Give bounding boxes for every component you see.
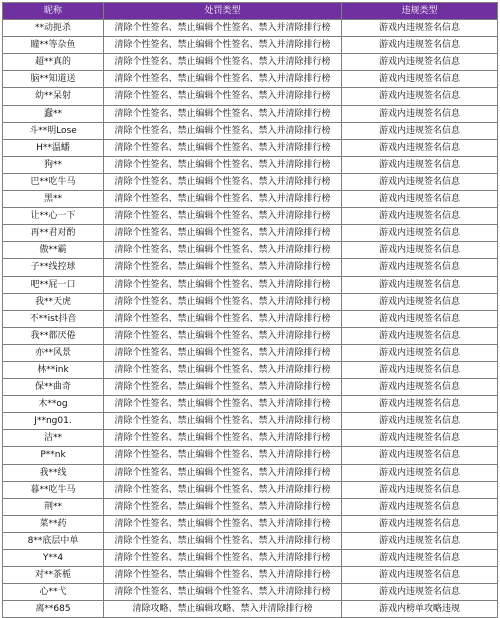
table-row [3, 465, 498, 482]
cell-punishment-type: 清除个性签名、禁止编辑个性签名、禁入并清除排行榜 [104, 174, 342, 190]
cell-violation-type: 游戏内违规签名信息 [342, 174, 498, 190]
table-row [3, 174, 498, 191]
cell-nickname: 蠢** [3, 106, 104, 122]
cell-nickname: 洁** [3, 430, 104, 446]
cell-punishment-type: 清除个性签名、禁止编辑个性签名、禁入并清除排行榜 [104, 157, 342, 173]
cell-violation-type: 游戏内违规签名信息 [342, 191, 498, 207]
cell-nickname: 傲**霸 [3, 242, 104, 258]
cell-punishment-type: 清除个性签名、禁止编辑个性签名、禁入并清除排行榜 [104, 259, 342, 275]
cell-nickname: 狗** [3, 157, 104, 173]
cell-punishment-type: 清除个性签名、禁止编辑个性签名、禁入并清除排行榜 [104, 328, 342, 344]
cell-nickname: 亦**风景 [3, 345, 104, 361]
cell-nickname: 瞳**等杂鱼 [3, 37, 104, 53]
cell-punishment-type: 清除个性签名、禁止编辑个性签名、禁入并清除排行榜 [104, 20, 342, 36]
cell-violation-type: 游戏内违规签名信息 [342, 379, 498, 395]
cell-punishment-type: 清除个性签名、禁止编辑个性签名、禁入并清除排行榜 [104, 413, 342, 429]
cell-punishment-type: 清除个性签名、禁止编辑个性签名、禁入并清除排行榜 [104, 208, 342, 224]
cell-violation-type: 游戏内违规签名信息 [342, 225, 498, 241]
table-row [3, 584, 498, 601]
cell-nickname: J**ng01. [3, 413, 104, 429]
cell-punishment-type: 清除个性签名、禁止编辑个性签名、禁入并清除排行榜 [104, 140, 342, 156]
cell-nickname: 荆** [3, 499, 104, 515]
cell-punishment-type: 清除个性签名、禁止编辑个性签名、禁入并清除排行榜 [104, 584, 342, 600]
cell-violation-type: 游戏内违规签名信息 [342, 123, 498, 139]
cell-nickname: 我**线 [3, 465, 104, 481]
cell-violation-type: 游戏内违规签名信息 [342, 277, 498, 293]
cell-nickname: 超**真的 [3, 54, 104, 70]
table-row [3, 225, 498, 242]
cell-violation-type: 游戏内违规签名信息 [342, 140, 498, 156]
cell-punishment-type: 清除个性签名、禁止编辑个性签名、禁入并清除排行榜 [104, 88, 342, 104]
cell-nickname: 幼**呆射 [3, 88, 104, 104]
cell-punishment-type: 清除个性签名、禁止编辑个性签名、禁入并清除排行榜 [104, 37, 342, 53]
table-row [3, 311, 498, 328]
cell-violation-type: 游戏内违规签名信息 [342, 20, 498, 36]
cell-violation-type: 游戏内违规签名信息 [342, 567, 498, 583]
cell-violation-type: 游戏内违规签名信息 [342, 311, 498, 327]
cell-violation-type: 游戏内违规签名信息 [342, 430, 498, 446]
cell-punishment-type: 清除个性签名、禁止编辑个性签名、禁入并清除排行榜 [104, 550, 342, 566]
cell-violation-type: 游戏内违规签名信息 [342, 482, 498, 498]
table-row [3, 362, 498, 379]
cell-violation-type: 游戏内违规签名信息 [342, 447, 498, 463]
cell-punishment-type: 清除个性签名、禁止编辑个性签名、禁入并清除排行榜 [104, 106, 342, 122]
cell-violation-type: 游戏内违规签名信息 [342, 157, 498, 173]
cell-violation-type: 游戏内违规签名信息 [342, 345, 498, 361]
cell-punishment-type: 清除个性签名、禁止编辑个性签名、禁入并清除排行榜 [104, 71, 342, 87]
cell-nickname: 对**茶栀 [3, 567, 104, 583]
cell-nickname: 黑** [3, 191, 104, 207]
cell-punishment-type: 清除个性签名、禁止编辑个性签名、禁入并清除排行榜 [104, 123, 342, 139]
cell-nickname: 菜**药 [3, 516, 104, 532]
cell-violation-type: 游戏内违规签名信息 [342, 396, 498, 412]
cell-nickname: 林**ink [3, 362, 104, 378]
table-row [3, 413, 498, 430]
table-row [3, 567, 498, 584]
cell-nickname: 木**og [3, 396, 104, 412]
table-row [3, 345, 498, 362]
cell-nickname: 8**底层中单 [3, 533, 104, 549]
cell-nickname: H**温蟠 [3, 140, 104, 156]
cell-punishment-type: 清除攻略、禁止编辑攻略、禁入并清除排行榜 [104, 601, 342, 617]
cell-punishment-type: 清除个性签名、禁止编辑个性签名、禁入并清除排行榜 [104, 533, 342, 549]
table-row [3, 106, 498, 123]
table-row [3, 533, 498, 550]
cell-punishment-type: 清除个性签名、禁止编辑个性签名、禁入并清除排行榜 [104, 516, 342, 532]
cell-punishment-type: 清除个性签名、禁止编辑个性签名、禁入并清除排行榜 [104, 499, 342, 515]
cell-punishment-type: 清除个性签名、禁止编辑个性签名、禁入并清除排行榜 [104, 191, 342, 207]
cell-nickname: **动扼杀 [3, 20, 104, 36]
cell-violation-type: 游戏内违规签名信息 [342, 413, 498, 429]
table-row [3, 430, 498, 447]
table-body [3, 20, 498, 618]
cell-violation-type: 游戏内违规签名信息 [342, 516, 498, 532]
cell-nickname: 子**线控球 [3, 259, 104, 275]
cell-violation-type: 游戏内违规签名信息 [342, 106, 498, 122]
cell-nickname: Y**4 [3, 550, 104, 566]
header-violation-type: 违规类型 [342, 3, 498, 19]
table-row [3, 294, 498, 311]
table-row [3, 550, 498, 567]
table-row [3, 88, 498, 105]
cell-punishment-type: 清除个性签名、禁止编辑个性签名、禁入并清除排行榜 [104, 430, 342, 446]
cell-violation-type: 游戏内违规签名信息 [342, 208, 498, 224]
table-row [3, 191, 498, 208]
cell-nickname: 我**都厌倦 [3, 328, 104, 344]
cell-punishment-type: 清除个性签名、禁止编辑个性签名、禁入并清除排行榜 [104, 225, 342, 241]
table-row [3, 242, 498, 259]
cell-nickname: 脑**知道送 [3, 71, 104, 87]
cell-nickname: 暮**吃牛马 [3, 482, 104, 498]
cell-violation-type: 游戏内违规签名信息 [342, 88, 498, 104]
cell-nickname: 心**弋 [3, 584, 104, 600]
cell-nickname: P**nk [3, 447, 104, 463]
table-row [3, 328, 498, 345]
table-row [3, 516, 498, 533]
cell-nickname: 不**ist抖音 [3, 311, 104, 327]
table-header-row [3, 3, 498, 20]
violation-table [2, 2, 498, 618]
table-row [3, 123, 498, 140]
table-row [3, 208, 498, 225]
cell-violation-type: 游戏内违规签名信息 [342, 584, 498, 600]
cell-violation-type: 游戏内违规签名信息 [342, 242, 498, 258]
cell-punishment-type: 清除个性签名、禁止编辑个性签名、禁入并清除排行榜 [104, 54, 342, 70]
cell-punishment-type: 清除个性签名、禁止编辑个性签名、禁入并清除排行榜 [104, 482, 342, 498]
cell-punishment-type: 清除个性签名、禁止编辑个性签名、禁入并清除排行榜 [104, 465, 342, 481]
cell-punishment-type: 清除个性签名、禁止编辑个性签名、禁入并清除排行榜 [104, 294, 342, 310]
cell-nickname: 让**心一下 [3, 208, 104, 224]
cell-violation-type: 游戏内违规签名信息 [342, 259, 498, 275]
table-row [3, 482, 498, 499]
table-row [3, 601, 498, 618]
cell-violation-type: 游戏内违规签名信息 [342, 328, 498, 344]
cell-violation-type: 游戏内榜单攻略违规 [342, 601, 498, 617]
cell-punishment-type: 清除个性签名、禁止编辑个性签名、禁入并清除排行榜 [104, 362, 342, 378]
table-row [3, 20, 498, 37]
table-row [3, 37, 498, 54]
table-row [3, 140, 498, 157]
cell-punishment-type: 清除个性签名、禁止编辑个性签名、禁入并清除排行榜 [104, 277, 342, 293]
cell-punishment-type: 清除个性签名、禁止编辑个性签名、禁入并清除排行榜 [104, 567, 342, 583]
table-row [3, 259, 498, 276]
cell-nickname: 巴**吃牛马 [3, 174, 104, 190]
cell-violation-type: 游戏内违规签名信息 [342, 362, 498, 378]
header-nickname: 昵称 [3, 3, 104, 19]
cell-punishment-type: 清除个性签名、禁止编辑个性签名、禁入并清除排行榜 [104, 345, 342, 361]
table-row [3, 396, 498, 413]
cell-punishment-type: 清除个性签名、禁止编辑个性签名、禁入并清除排行榜 [104, 447, 342, 463]
header-punishment-type: 处罚类型 [104, 3, 342, 19]
table-row [3, 54, 498, 71]
cell-punishment-type: 清除个性签名、禁止编辑个性签名、禁入并清除排行榜 [104, 311, 342, 327]
cell-violation-type: 游戏内违规签名信息 [342, 533, 498, 549]
cell-nickname: 吧**屁一口 [3, 277, 104, 293]
table-row [3, 499, 498, 516]
table-row [3, 447, 498, 464]
cell-violation-type: 游戏内违规签名信息 [342, 37, 498, 53]
table-row [3, 157, 498, 174]
cell-punishment-type: 清除个性签名、禁止编辑个性签名、禁入并清除排行榜 [104, 396, 342, 412]
cell-violation-type: 游戏内违规签名信息 [342, 550, 498, 566]
cell-nickname: 保**曲奇 [3, 379, 104, 395]
table-row [3, 71, 498, 88]
cell-violation-type: 游戏内违规签名信息 [342, 294, 498, 310]
cell-nickname: 我**天虎 [3, 294, 104, 310]
cell-nickname: 离**685 [3, 601, 104, 617]
cell-violation-type: 游戏内违规签名信息 [342, 71, 498, 87]
table-row [3, 277, 498, 294]
cell-nickname: 斗**明Lose [3, 123, 104, 139]
cell-violation-type: 游戏内违规签名信息 [342, 54, 498, 70]
cell-violation-type: 游戏内违规签名信息 [342, 465, 498, 481]
cell-punishment-type: 清除个性签名、禁止编辑个性签名、禁入并清除排行榜 [104, 242, 342, 258]
cell-nickname: 再**君对酌 [3, 225, 104, 241]
cell-violation-type: 游戏内违规签名信息 [342, 499, 498, 515]
table-row [3, 379, 498, 396]
cell-punishment-type: 清除个性签名、禁止编辑个性签名、禁入并清除排行榜 [104, 379, 342, 395]
